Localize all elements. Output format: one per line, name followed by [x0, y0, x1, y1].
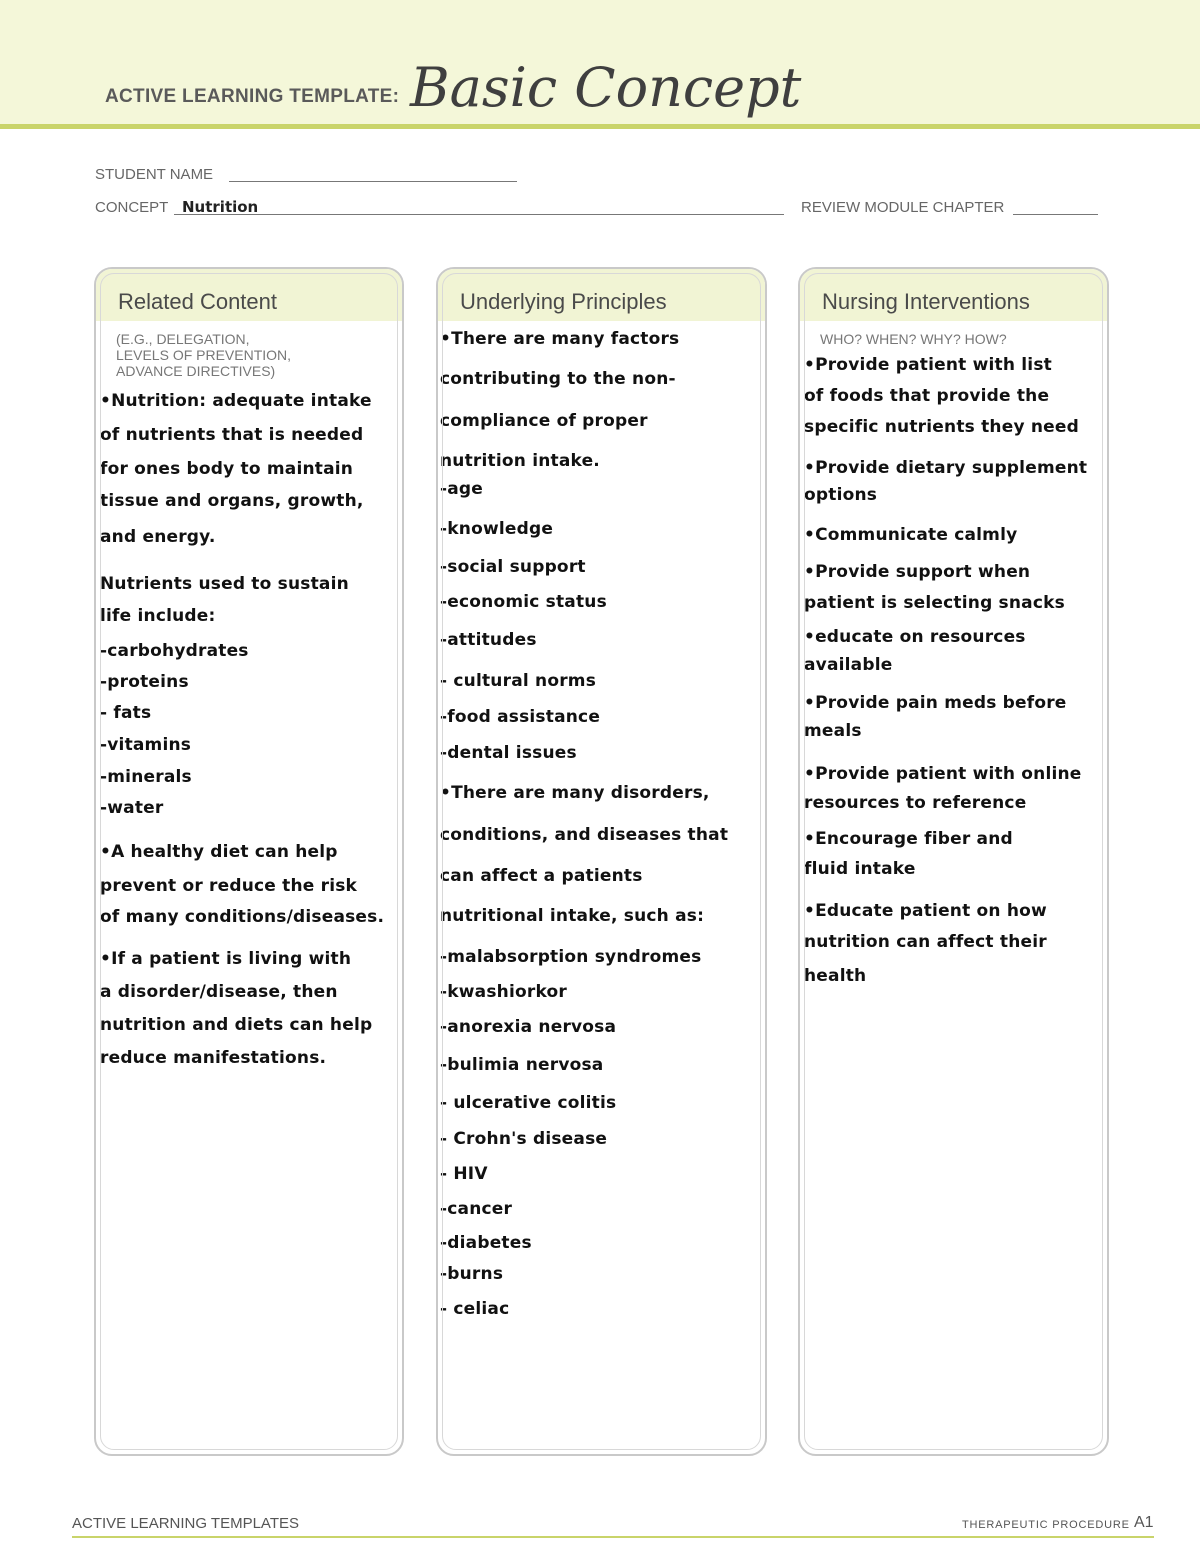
footer-rule: [72, 1536, 1154, 1538]
handwritten-line: of nutrients that is needed: [100, 425, 364, 445]
handwritten-line: contributing to the non-: [440, 369, 676, 389]
handwritten-line: •Educate patient on how: [804, 901, 1047, 921]
panel-title: Underlying Principles: [460, 289, 667, 314]
handwritten-line: •Provide patient with online: [804, 764, 1082, 784]
template-title: Basic Concept: [410, 56, 802, 119]
concept-label: CONCEPT: [95, 199, 169, 216]
handwritten-line: -diabetes: [440, 1233, 532, 1253]
panel-subtitle: [820, 331, 1007, 347]
header-rule: [0, 124, 1200, 129]
handwritten-line: -knowledge: [440, 519, 554, 539]
handwritten-line: a disorder/disease, then: [100, 982, 338, 1002]
handwritten-line: -proteins: [100, 672, 189, 692]
handwritten-line: can affect a patients: [440, 866, 643, 886]
handwritten-line: nutrition and diets can help: [100, 1015, 373, 1035]
handwritten-line: •Provide support when: [804, 562, 1031, 582]
review-module-label: REVIEW MODULE CHAPTER: [801, 199, 1005, 216]
handwritten-line: nutrition can affect their: [804, 932, 1047, 952]
handwritten-line: -bulimia nervosa: [440, 1055, 604, 1075]
handwritten-line: -carbohydrates: [100, 641, 249, 661]
handwritten-line: meals: [804, 721, 862, 741]
handwritten-line: •There are many disorders,: [440, 783, 710, 803]
handwritten-line: •Provide pain meds before: [804, 693, 1067, 713]
handwritten-line: •Communicate calmly: [804, 525, 1018, 545]
handwritten-line: available: [804, 655, 893, 675]
handwritten-line: for ones body to maintain: [100, 459, 354, 479]
handwritten-line: reduce manifestations.: [100, 1048, 327, 1068]
handwritten-line: •There are many factors: [440, 329, 680, 349]
handwritten-line: compliance of proper: [440, 411, 648, 431]
handwritten-line: -kwashiorkor: [440, 982, 567, 1002]
handwritten-line: life include:: [100, 606, 216, 626]
handwritten-line: •If a patient is living with: [100, 949, 352, 969]
review-module-line[interactable]: [1013, 214, 1098, 215]
panel-title: Nursing Interventions: [822, 289, 1030, 314]
handwritten-line: -social support: [440, 557, 586, 577]
concept-line[interactable]: [174, 214, 784, 215]
handwritten-line: of many conditions/diseases.: [100, 907, 385, 927]
concept-value: Nutrition: [182, 198, 259, 216]
handwritten-line: of foods that provide the: [804, 386, 1050, 406]
handwritten-line: - fats: [100, 703, 152, 723]
handwritten-line: and energy.: [100, 527, 216, 547]
handwritten-line: -anorexia nervosa: [440, 1017, 617, 1037]
handwritten-line: •Provide dietary supplement: [804, 458, 1088, 478]
footer-right: THERAPEUTIC PROCEDURE: [962, 1519, 1130, 1531]
handwritten-line: -attitudes: [440, 630, 537, 650]
handwritten-line: patient is selecting snacks: [804, 593, 1065, 613]
panel-subtitle-line: WHO? WHEN? WHY? HOW?: [820, 331, 1007, 347]
handwritten-line: -minerals: [100, 767, 192, 787]
panel-subtitle-line: LEVELS OF PREVENTION,: [116, 347, 292, 363]
panel-subtitle-line: ADVANCE DIRECTIVES): [116, 363, 276, 379]
handwritten-line: - Crohn's disease: [440, 1129, 608, 1149]
handwritten-line: -vitamins: [100, 735, 192, 755]
footer-code: A1: [1134, 1514, 1154, 1531]
handwritten-line: •educate on resources: [804, 627, 1026, 647]
handwritten-line: •A healthy diet can help: [100, 842, 338, 862]
handwritten-line: nutritional intake, such as:: [440, 906, 705, 926]
handwritten-line: -burns: [440, 1264, 504, 1284]
student-name-label: STUDENT NAME: [95, 166, 214, 183]
handwritten-line: tissue and organs, growth,: [100, 491, 364, 511]
handwritten-line: -dental issues: [440, 743, 577, 763]
handwritten-line: •Provide patient with list: [804, 355, 1052, 375]
handwritten-line: -economic status: [440, 592, 607, 612]
handwritten-line: -water: [100, 798, 164, 818]
handwritten-line: - ulcerative colitis: [440, 1093, 617, 1113]
student-name-line[interactable]: [229, 181, 517, 182]
handwritten-line: fluid intake: [804, 859, 916, 879]
handwritten-line: -age: [440, 479, 484, 499]
footer-left: ACTIVE LEARNING TEMPLATES: [72, 1515, 299, 1532]
underlying-principles-panel: [436, 267, 767, 1456]
handwritten-line: specific nutrients they need: [804, 417, 1079, 437]
handwritten-line: conditions, and diseases that: [440, 825, 729, 845]
panel-subtitle-line: (E.G., DELEGATION,: [116, 331, 250, 347]
handwritten-line: - celiac: [440, 1299, 510, 1319]
handwritten-line: •Nutrition: adequate intake: [100, 391, 372, 411]
handwritten-line: health: [804, 966, 867, 986]
handwritten-line: Nutrients used to sustain: [100, 574, 349, 594]
nursing-interventions-panel: [798, 267, 1109, 1456]
handwritten-line: prevent or reduce the risk: [100, 876, 358, 896]
related-content-panel: [94, 267, 404, 1456]
handwritten-line: -cancer: [440, 1199, 513, 1219]
handwritten-line: resources to reference: [804, 793, 1027, 813]
handwritten-line: -malabsorption syndromes: [440, 947, 702, 967]
handwritten-line: nutrition intake.: [440, 451, 600, 471]
template-label: ACTIVE LEARNING TEMPLATE:: [105, 86, 400, 107]
handwritten-line: - cultural norms: [440, 671, 597, 691]
panel-title: Related Content: [118, 289, 277, 314]
panel-subtitle: [116, 331, 291, 379]
handwritten-line: -food assistance: [440, 707, 601, 727]
handwritten-line: options: [804, 485, 878, 505]
handwritten-line: •Encourage fiber and: [804, 829, 1013, 849]
handwritten-line: - HIV: [440, 1164, 488, 1184]
